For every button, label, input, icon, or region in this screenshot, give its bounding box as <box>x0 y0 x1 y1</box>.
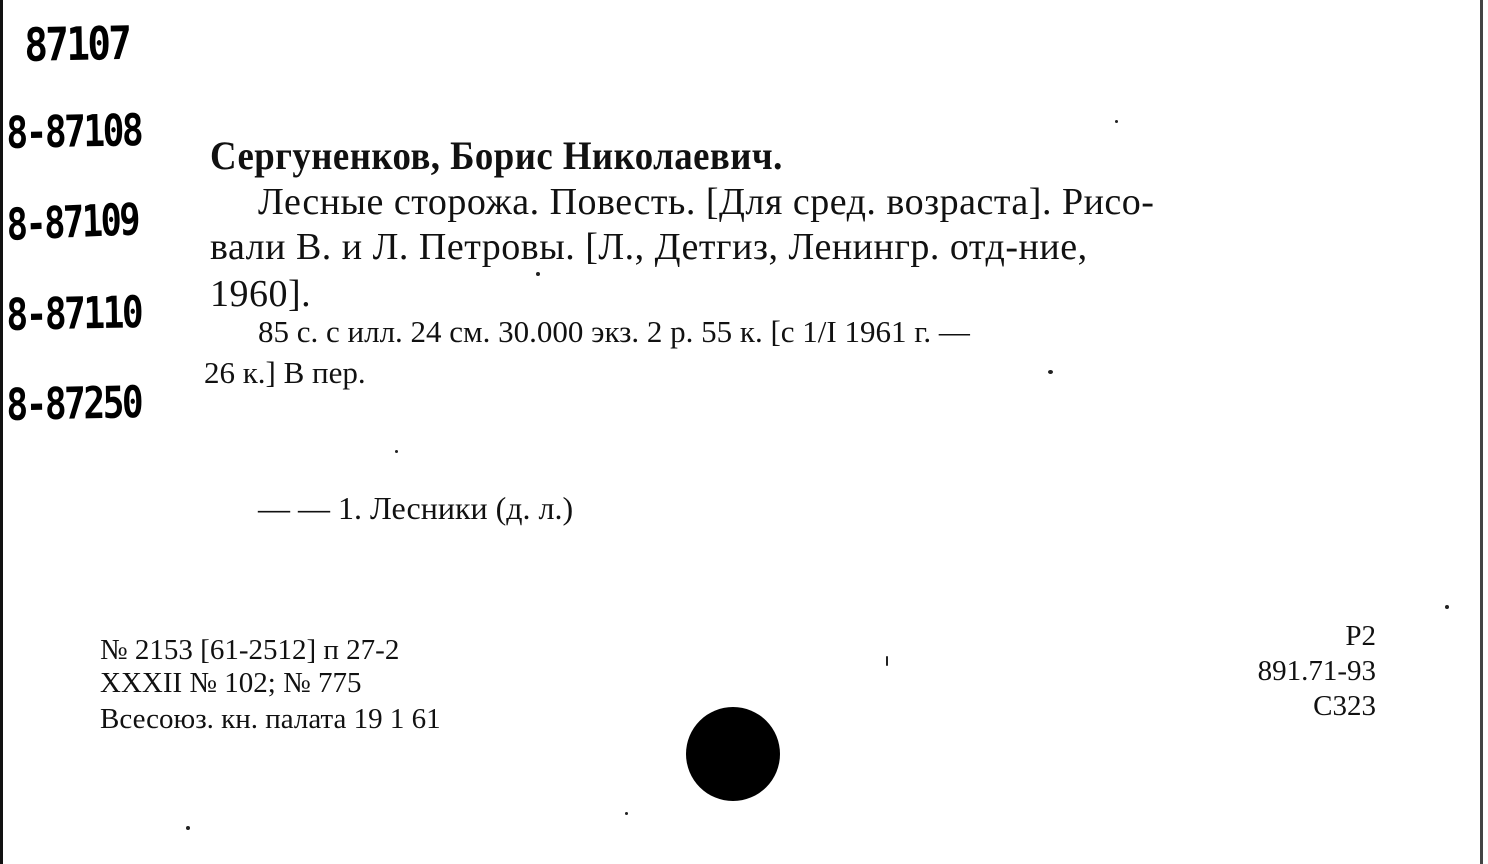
classification-index: Р2 <box>1345 620 1376 652</box>
author-heading: Сергуненков, Борис Николаевич. <box>210 133 783 178</box>
card-right-edge <box>1480 0 1483 864</box>
speck <box>625 812 628 815</box>
inventory-number: 8-87108 <box>6 105 142 159</box>
footer-line: Всесоюз. кн. палата 19 1 61 <box>100 703 441 735</box>
speck <box>1048 370 1053 374</box>
inventory-number: 8-87250 <box>6 377 142 431</box>
author-mark: С323 <box>1313 690 1376 722</box>
physical-description-line: 85 с. с илл. 24 см. 30.000 экз. 2 р. 55 к. [с 1/I 1961 г. — <box>258 314 970 349</box>
punch-hole <box>686 707 780 801</box>
inventory-number: 8-87110 <box>6 287 142 341</box>
subject-entry: — — 1. Лесники (д. л.) <box>258 490 574 526</box>
speck <box>536 272 540 276</box>
speck <box>886 656 888 666</box>
inventory-number: 8-87109 <box>6 194 139 251</box>
speck <box>1445 605 1449 609</box>
speck <box>395 450 398 453</box>
footer-line: XXXII № 102; № 775 <box>100 667 362 699</box>
speck <box>186 826 190 830</box>
description-line: Лесные сторожа. Повесть. [Для сред. возраста]. Рисо- <box>258 181 1155 223</box>
description-line: 1960]. <box>210 273 312 315</box>
inventory-number: 87107 <box>24 15 130 72</box>
physical-description-line: 26 к.] В пер. <box>204 355 366 390</box>
footer-line: № 2153 [61-2512] п 27-2 <box>100 634 400 666</box>
description-line: вали В. и Л. Петровы. [Л., Детгиз, Ленингр. отд-ние, <box>210 226 1088 268</box>
classification-index: 891.71-93 <box>1257 655 1376 687</box>
speck <box>1115 120 1118 123</box>
card-left-edge <box>0 0 3 864</box>
